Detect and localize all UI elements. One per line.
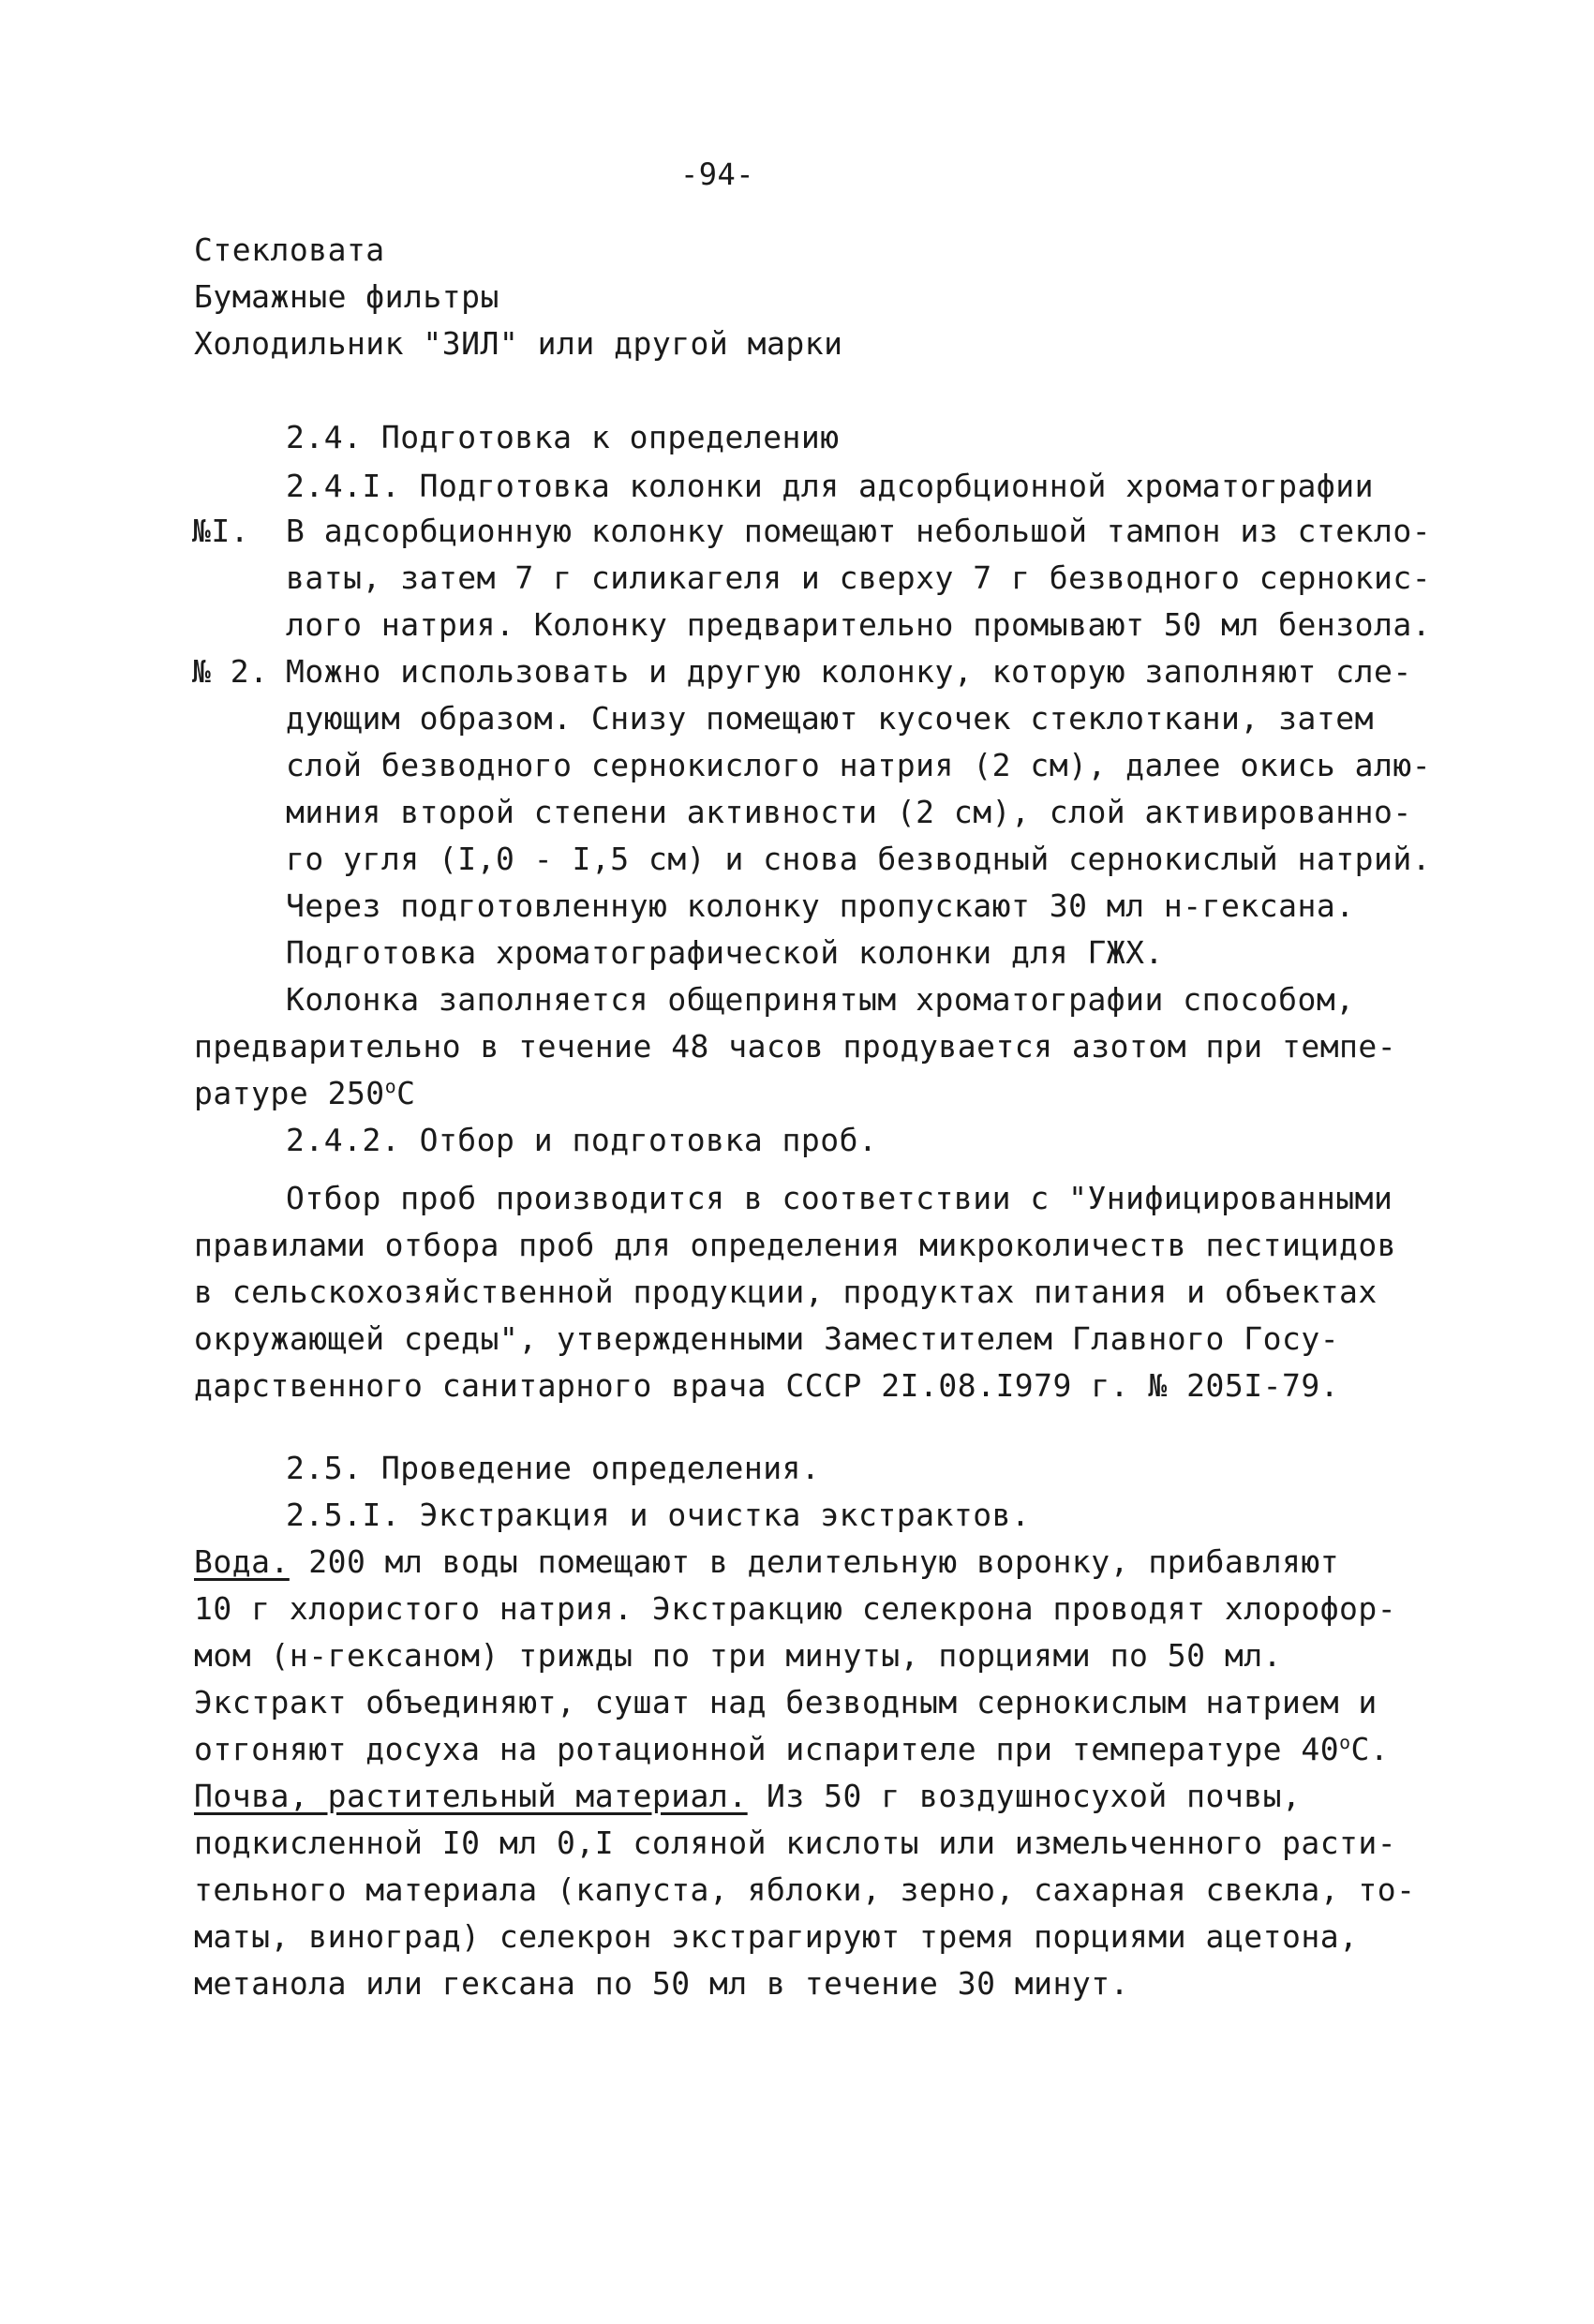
page-number: -94-: [680, 156, 755, 192]
text-line: мом (н-гексаном) трижды по три минуты, порциями по 50 мл.: [194, 1637, 1282, 1674]
text-line: Отбор проб производится в соответствии с "Унифицированными: [286, 1180, 1393, 1216]
subsection-heading-2-4-1: 2.4.I. Подготовка колонки для адсорбционной хроматографии: [286, 468, 1374, 504]
text-line: Колонка заполняется общепринятым хроматографии способом,: [286, 981, 1355, 1018]
column-2-marker: № 2.: [192, 653, 269, 690]
soil-plant-label: Почва, растительный материал.: [194, 1778, 748, 1814]
text-line: 10 г хлористого натрия. Экстракцию селекрона проводят хлорофор-: [194, 1590, 1397, 1627]
text-fragment: отгоняют досуха на ротационной испарителе при температуре 40: [194, 1731, 1340, 1767]
degree-mark: о: [1339, 1732, 1351, 1753]
text-line: [194, 1075, 416, 1111]
text-line: тельного материала (капуста, яблоки, зерно, сахарная свекла, то-: [194, 1871, 1416, 1908]
text-line: в сельскохозяйственной продукции, продуктах питания и объектах: [194, 1274, 1378, 1310]
text-line: слой безводного сернокислого натрия (2 см), далее окись алю-: [286, 747, 1432, 783]
text-fragment: Из 50 г воздушносухой почвы,: [747, 1778, 1302, 1814]
section-heading-2-4: 2.4. Подготовка к определению: [286, 419, 840, 455]
text-line: Экстракт объединяют, сушат над безводным сернокислым натрием и: [194, 1684, 1378, 1721]
text-line: [194, 1778, 1302, 1814]
column-1-marker: №I.: [192, 513, 250, 549]
text-line: метанола или гексана по 50 мл в течение 30 минут.: [194, 1965, 1130, 2002]
text-line: подкисленной I0 мл 0,I соляной кислоты или измельченного расти-: [194, 1825, 1397, 1861]
subsection-heading-2-4-2: 2.4.2. Отбор и подготовка проб.: [286, 1122, 878, 1158]
text-line: правилами отбора проб для определения микроколичеств пестицидов: [194, 1227, 1397, 1263]
text-line: [194, 1543, 1340, 1580]
text-line: дующим образом. Снизу помещают кусочек стеклоткани, затем: [286, 700, 1374, 737]
text-line: Через подготовленную колонку пропускают 30 мл н-гексана.: [286, 887, 1355, 924]
text-fragment: 200 мл воды помещают в делительную воронку, прибавляют: [289, 1543, 1340, 1580]
text-line: дарственного санитарного врача СССР 2I.08.I979 г. № 205I-79.: [194, 1367, 1340, 1404]
text-line: [194, 1731, 1390, 1767]
text-line: ваты, затем 7 г силикагеля и сверху 7 г безводного сернокис-: [286, 559, 1432, 596]
section-heading-2-5: 2.5. Проведение определения.: [286, 1450, 821, 1486]
text-fragment: С.: [1350, 1731, 1390, 1767]
water-label: Вода.: [194, 1543, 290, 1580]
text-line: го угля (I,0 - I,5 см) и снова безводный сернокислый натрий.: [286, 841, 1432, 877]
text-line: лого натрия. Колонку предварительно промывают 50 мл бензола.: [286, 606, 1432, 643]
text-line: маты, виноград) селекрон экстрагируют тремя порциями ацетона,: [194, 1918, 1359, 1955]
text-fragment: С: [396, 1075, 416, 1111]
text-line: Можно использовать и другую колонку, которую заполняют сле-: [286, 653, 1412, 690]
material-item: Бумажные фильтры: [194, 278, 499, 315]
material-item: Холодильник "ЗИЛ" или другой марки: [194, 325, 843, 362]
text-line: В адсорбционную колонку помещают небольшой тампон из стекло-: [286, 513, 1432, 549]
subsection-heading-2-5-1: 2.5.I. Экстракция и очистка экстрактов.: [286, 1497, 1031, 1533]
text-line: предварительно в течение 48 часов продувается азотом при темпе-: [194, 1028, 1397, 1065]
text-line: окружающей среды", утвержденными Заместителем Главного Госу-: [194, 1320, 1340, 1357]
text-fragment: ратуре 250: [194, 1075, 385, 1111]
material-item: Стекловата: [194, 231, 385, 268]
glc-column-heading: Подготовка хроматографической колонки для ГЖХ.: [286, 934, 1164, 971]
text-line: миния второй степени активности (2 см), слой активированно-: [286, 794, 1412, 830]
degree-mark: о: [384, 1076, 397, 1097]
